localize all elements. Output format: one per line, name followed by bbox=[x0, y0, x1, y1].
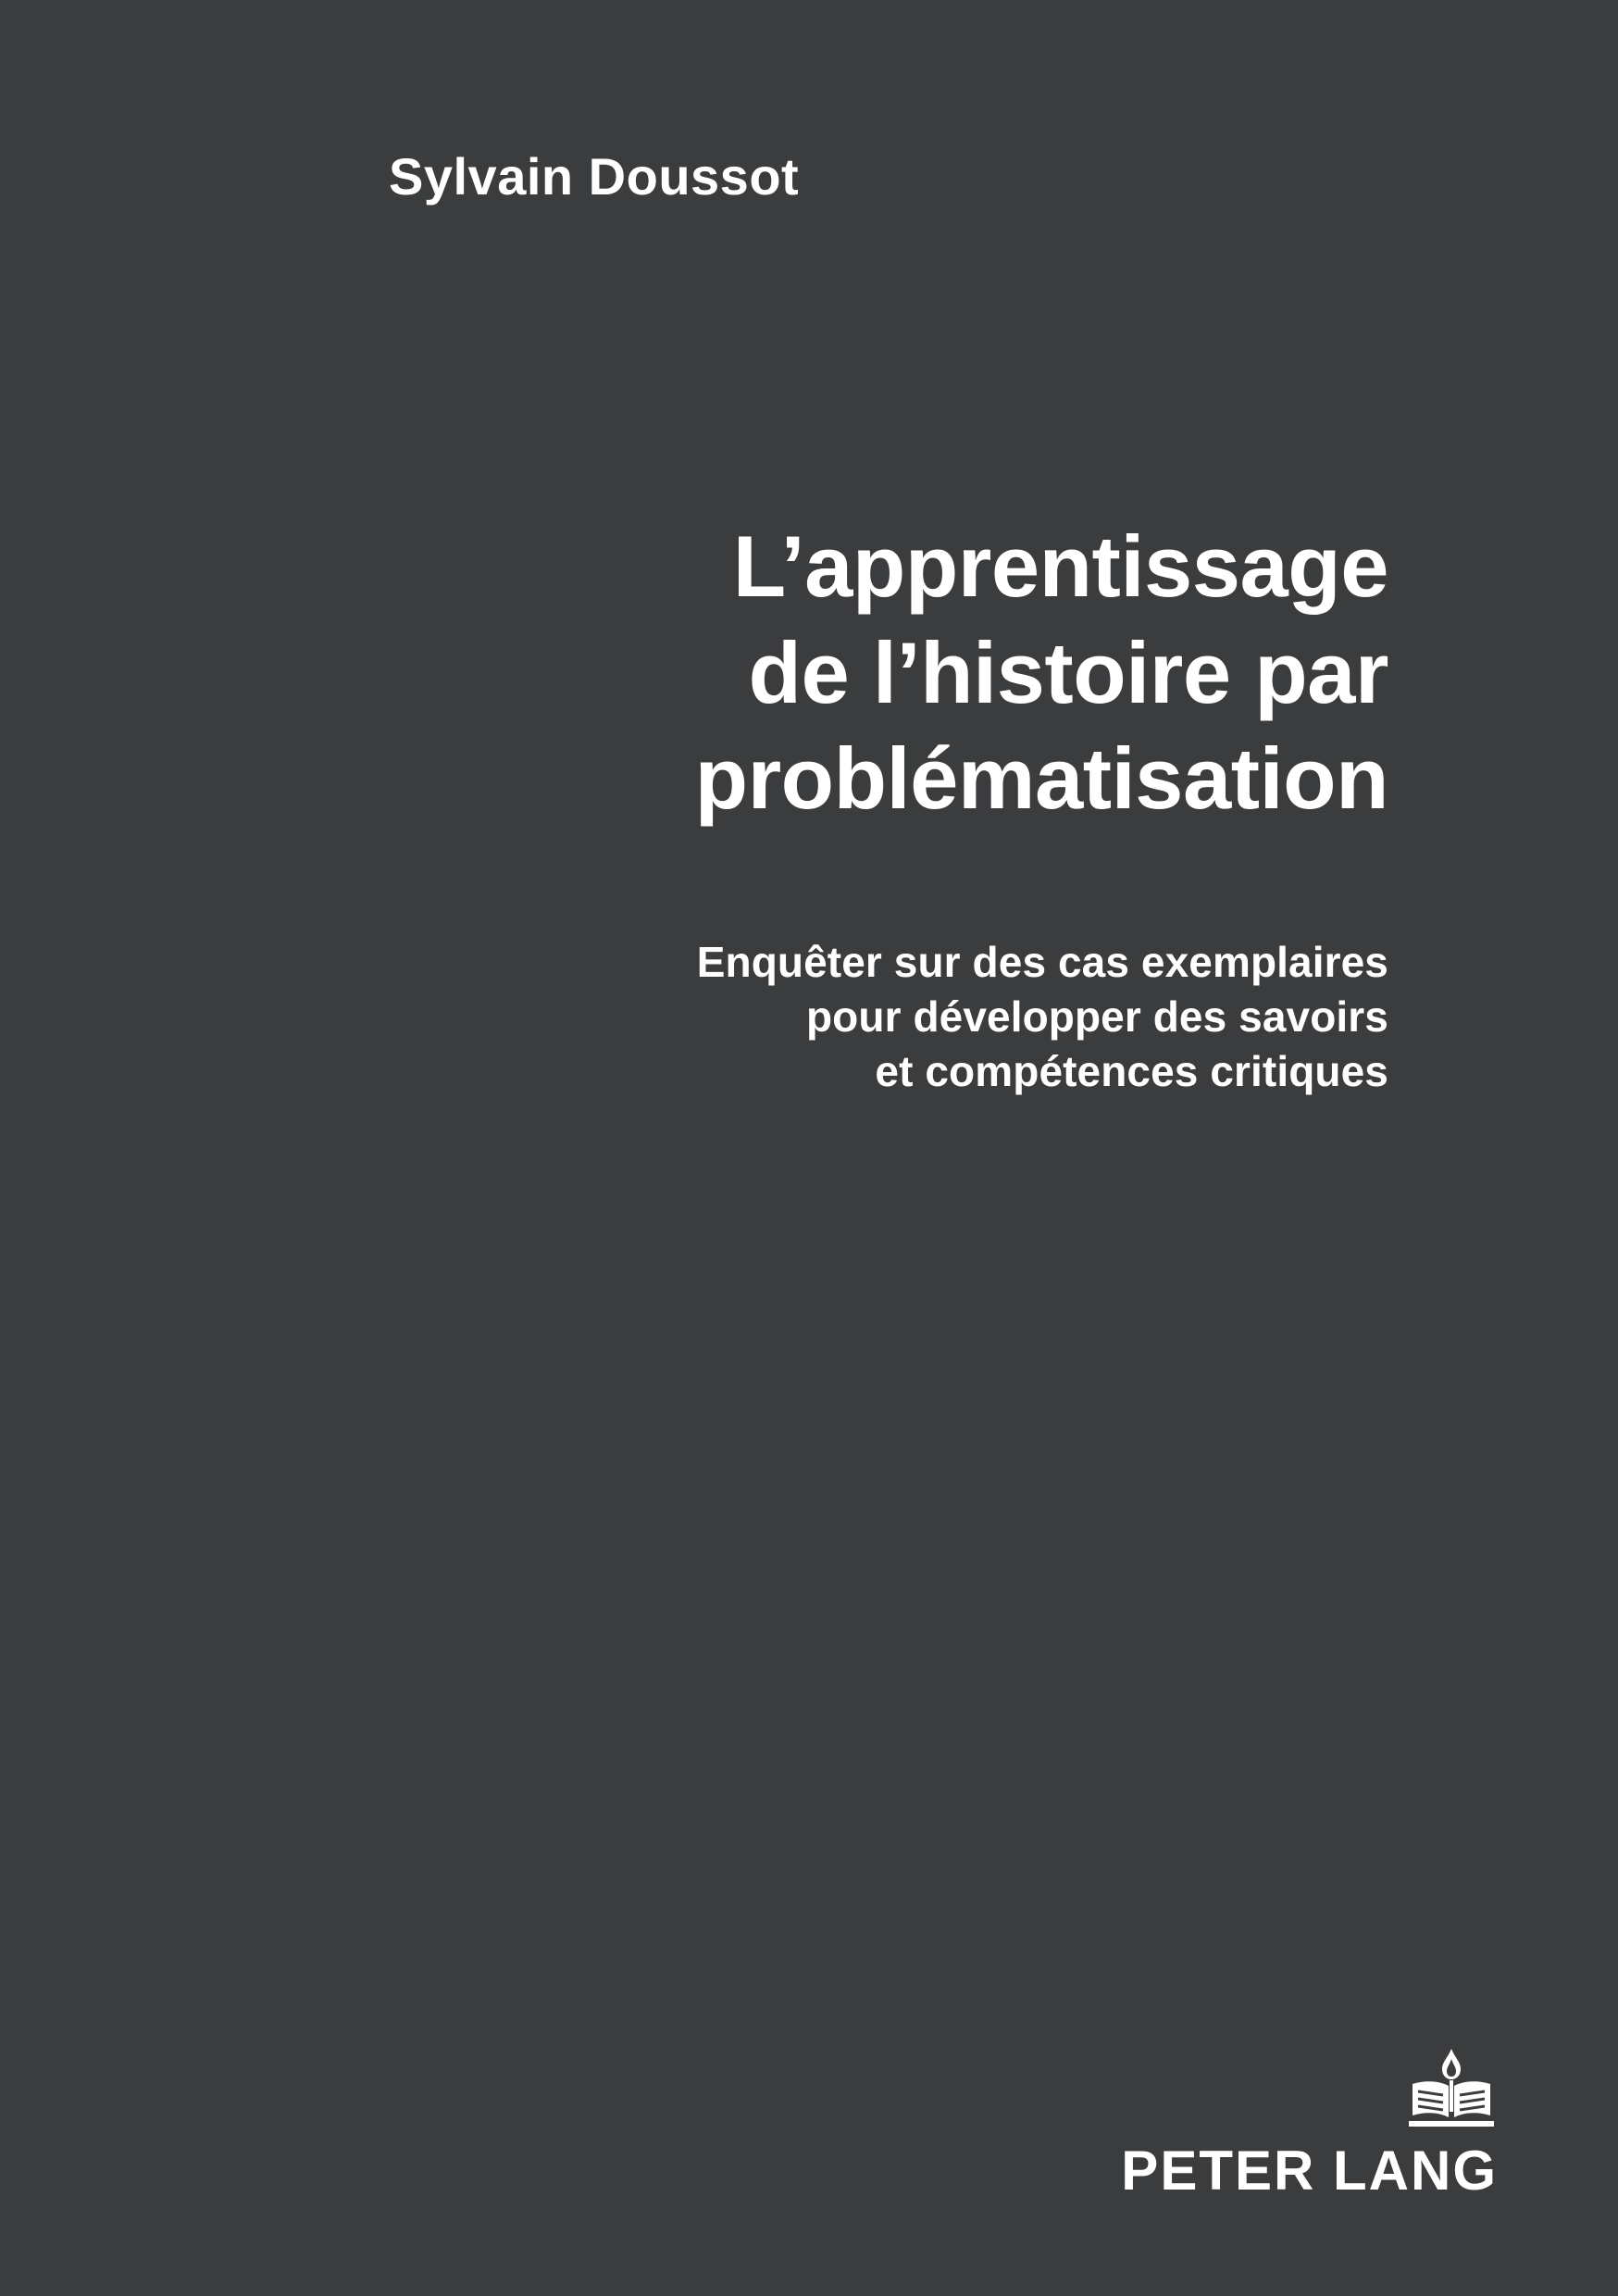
subtitle-line-3: et compétences critiques bbox=[875, 1046, 1388, 1095]
publisher-name: PETER LANG bbox=[1121, 2140, 1498, 2202]
open-book-flame-icon bbox=[1405, 2043, 1498, 2136]
author-name: Sylvain Doussot bbox=[389, 147, 800, 206]
subtitle-line-2: pour développer des savoirs bbox=[805, 992, 1388, 1041]
book-subtitle bbox=[296, 935, 1388, 1099]
title-line-1: L’apprentissage bbox=[732, 518, 1388, 615]
title-line-2: de l’histoire par bbox=[748, 623, 1388, 721]
subtitle-line-1: Enquêter sur des cas exemplaires bbox=[696, 938, 1388, 986]
book-title bbox=[296, 514, 1388, 832]
title-line-3: problématisation bbox=[694, 730, 1388, 828]
publisher-block bbox=[1121, 2043, 1498, 2202]
